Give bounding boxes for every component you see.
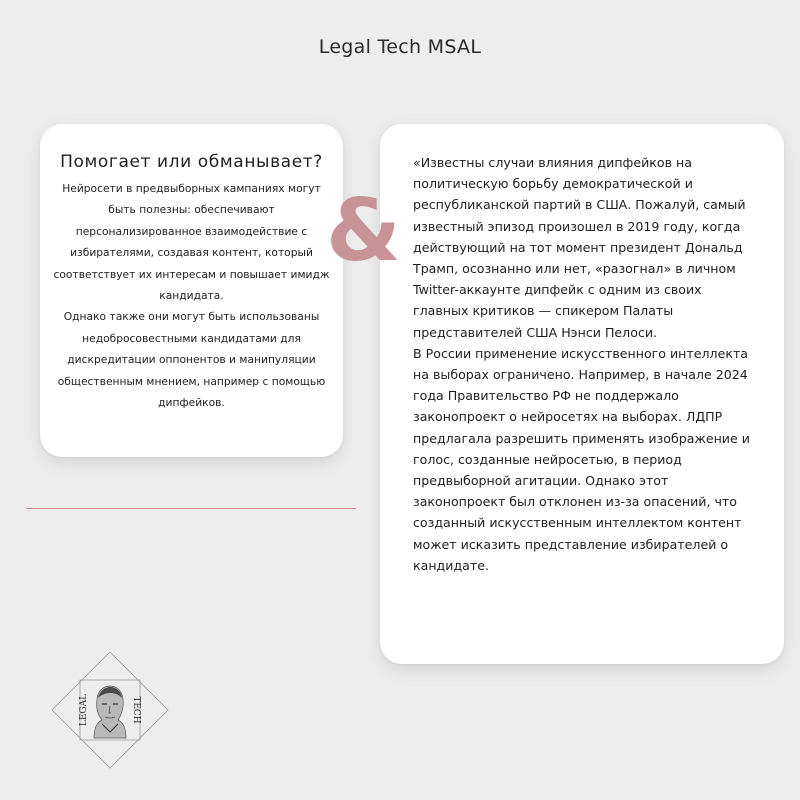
left-card-paragraph-1: Нейросети в предвыборных кампаниях могут быть полезны: обеспечивают персонализированное взаимодействие с избирателями, создавая контент, который соответствует их интересам и повышает имидж кандидата.: [53, 182, 330, 303]
right-card-paragraph-2: В России применение искусственного интеллекта на выборах ограничено. Например, в начале 2024 года Правительство РФ не поддержало законопроект о нейросетях на выборах. ЛДПР предлагала разрешить применять изображение и голос, созданные нейросетью, в период предвыборной агитации. Однако этот законопроект был отклонен из-за опасений, что созданный искусственным интеллектом контент может исказить представление избирателей о кандидате.: [413, 345, 750, 573]
right-card: [380, 124, 784, 664]
portrait-icon: [94, 686, 126, 738]
legal-tech-logo: [50, 650, 170, 770]
left-card: [40, 124, 343, 457]
logo-legal-text: LEGAL: [79, 693, 89, 727]
left-card-paragraph-2: Однако также они могут быть использованы недобросовестными кандидатами для дискредитации оппонентов и манипуляции общественным мнением, например с помощью дипфейков.: [57, 310, 326, 410]
page-header: Legal Tech MSAL: [318, 36, 482, 58]
ampersand-icon: &: [326, 181, 401, 281]
right-card-paragraph-1: «Известны случаи влияния дипфейков на политическую борьбу демократической и республиканской партий в США. Пожалуй, самый известный эпизод произошел в 2019 году, когда действующий на тот момент президент Дональд Трамп, осознанно или нет, «разогнал» в личном Twitter-аккаунте дипфейк с одним из своих главных критиков — спикером Палаты представителей США Нэнси Пелоси.: [413, 155, 746, 340]
divider-line: [26, 508, 356, 509]
logo-tech-text: TECH: [131, 696, 141, 724]
left-card-title: Помогает или обманывает?: [60, 152, 323, 172]
